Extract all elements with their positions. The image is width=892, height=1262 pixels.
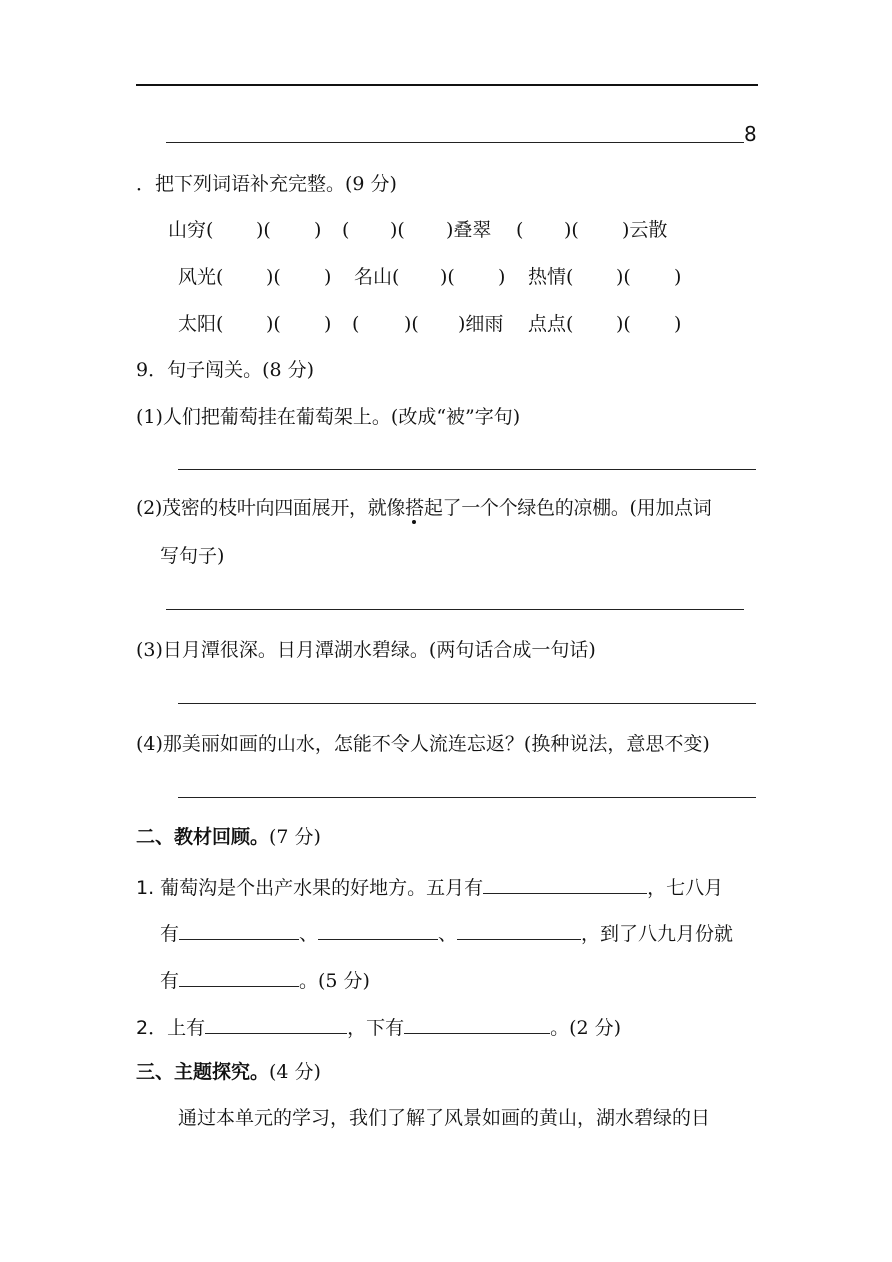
section2-score: (7 分) bbox=[269, 826, 321, 848]
q9-s2a: (2)茂密的枝叶向四面展开，就像搭起了一个个绿色的凉棚。(用加点词 bbox=[136, 497, 712, 519]
row1-w9: )云散 bbox=[622, 219, 668, 241]
s2-q1-line3: 有 。(5 分) bbox=[160, 966, 370, 993]
page-number: 8 bbox=[744, 122, 757, 146]
blank-sep bbox=[179, 966, 299, 987]
emphasis-dot bbox=[412, 520, 416, 524]
answer-line-4 bbox=[178, 797, 756, 798]
blank-jul-3 bbox=[457, 919, 581, 940]
row1-w1: 山穷( bbox=[168, 219, 214, 241]
row2-w3: ) bbox=[324, 266, 332, 288]
answer-line-prev bbox=[166, 142, 744, 143]
row1-w8: )( bbox=[564, 219, 579, 241]
row2-w9: ) bbox=[674, 266, 682, 288]
section2-heading bbox=[136, 825, 321, 849]
row1-w6: )叠翠 bbox=[446, 219, 492, 241]
q9-s4: (4)那美丽如画的山水，怎能不令人流连忘返？(换种说法，意思不变) bbox=[136, 733, 710, 755]
section3-title: 三、主题探究。 bbox=[136, 1061, 270, 1083]
section3-heading bbox=[136, 1060, 321, 1084]
q9-s3: (3)日月潭很深。日月潭湖水碧绿。(两句话合成一句话) bbox=[136, 639, 596, 661]
q9-s2b: 写句子) bbox=[160, 545, 225, 567]
q9-title: 9．句子闯关。(8 分) bbox=[136, 359, 315, 381]
row2-w6: ) bbox=[498, 266, 506, 288]
row3-w5: )( bbox=[404, 313, 419, 335]
blank-may bbox=[483, 873, 647, 894]
section3-score: (4 分) bbox=[269, 1061, 321, 1083]
row3-w9: ) bbox=[674, 313, 682, 335]
row2-w5: )( bbox=[440, 266, 455, 288]
row3-w1: 太阳( bbox=[178, 313, 224, 335]
row2-w7: 热情( bbox=[528, 266, 574, 288]
answer-line-3 bbox=[178, 703, 756, 704]
section3-text: 通过本单元的学习，我们了解了风景如画的黄山，湖水碧绿的日 bbox=[178, 1107, 711, 1129]
section2-title: 二、教材回顾。 bbox=[136, 826, 270, 848]
row3-w8: )( bbox=[616, 313, 631, 335]
top-rule bbox=[136, 84, 758, 86]
row3-w2: )( bbox=[266, 313, 281, 335]
row2-w2: )( bbox=[266, 266, 281, 288]
s2-q1-line1: 1. 葡萄沟是个出产水果的好地方。五月有 ，七八月 bbox=[136, 873, 723, 900]
row3-w3: ) bbox=[324, 313, 332, 335]
row3-w6: )细雨 bbox=[458, 313, 504, 335]
row3-w4: ( bbox=[352, 313, 360, 335]
row1-w4: ( bbox=[342, 219, 350, 241]
blank-upper bbox=[205, 1013, 347, 1034]
q8-title: ．把下列词语补充完整。(9 分) bbox=[136, 173, 397, 195]
row3-w7: 点点( bbox=[528, 313, 574, 335]
answer-line-1 bbox=[178, 469, 756, 470]
row1-w7: ( bbox=[516, 219, 524, 241]
blank-jul-1 bbox=[179, 919, 299, 940]
row2-w8: )( bbox=[616, 266, 631, 288]
answer-line-2 bbox=[166, 609, 744, 610]
s2-q1-line2: 有 、 、 ，到了八九月份就 bbox=[160, 919, 733, 946]
s2-q2: 2．上有 ，下有 。(2 分) bbox=[136, 1013, 621, 1040]
q9-s1: (1)人们把葡萄挂在葡萄架上。(改成“被”字句) bbox=[136, 406, 521, 428]
blank-jul-2 bbox=[318, 919, 438, 940]
row2-w4: 名山( bbox=[354, 266, 400, 288]
blank-lower bbox=[404, 1013, 550, 1034]
row1-w3: ) bbox=[314, 219, 322, 241]
row1-w2: )( bbox=[256, 219, 271, 241]
row2-w1: 风光( bbox=[178, 266, 224, 288]
row1-w5: )( bbox=[390, 219, 405, 241]
